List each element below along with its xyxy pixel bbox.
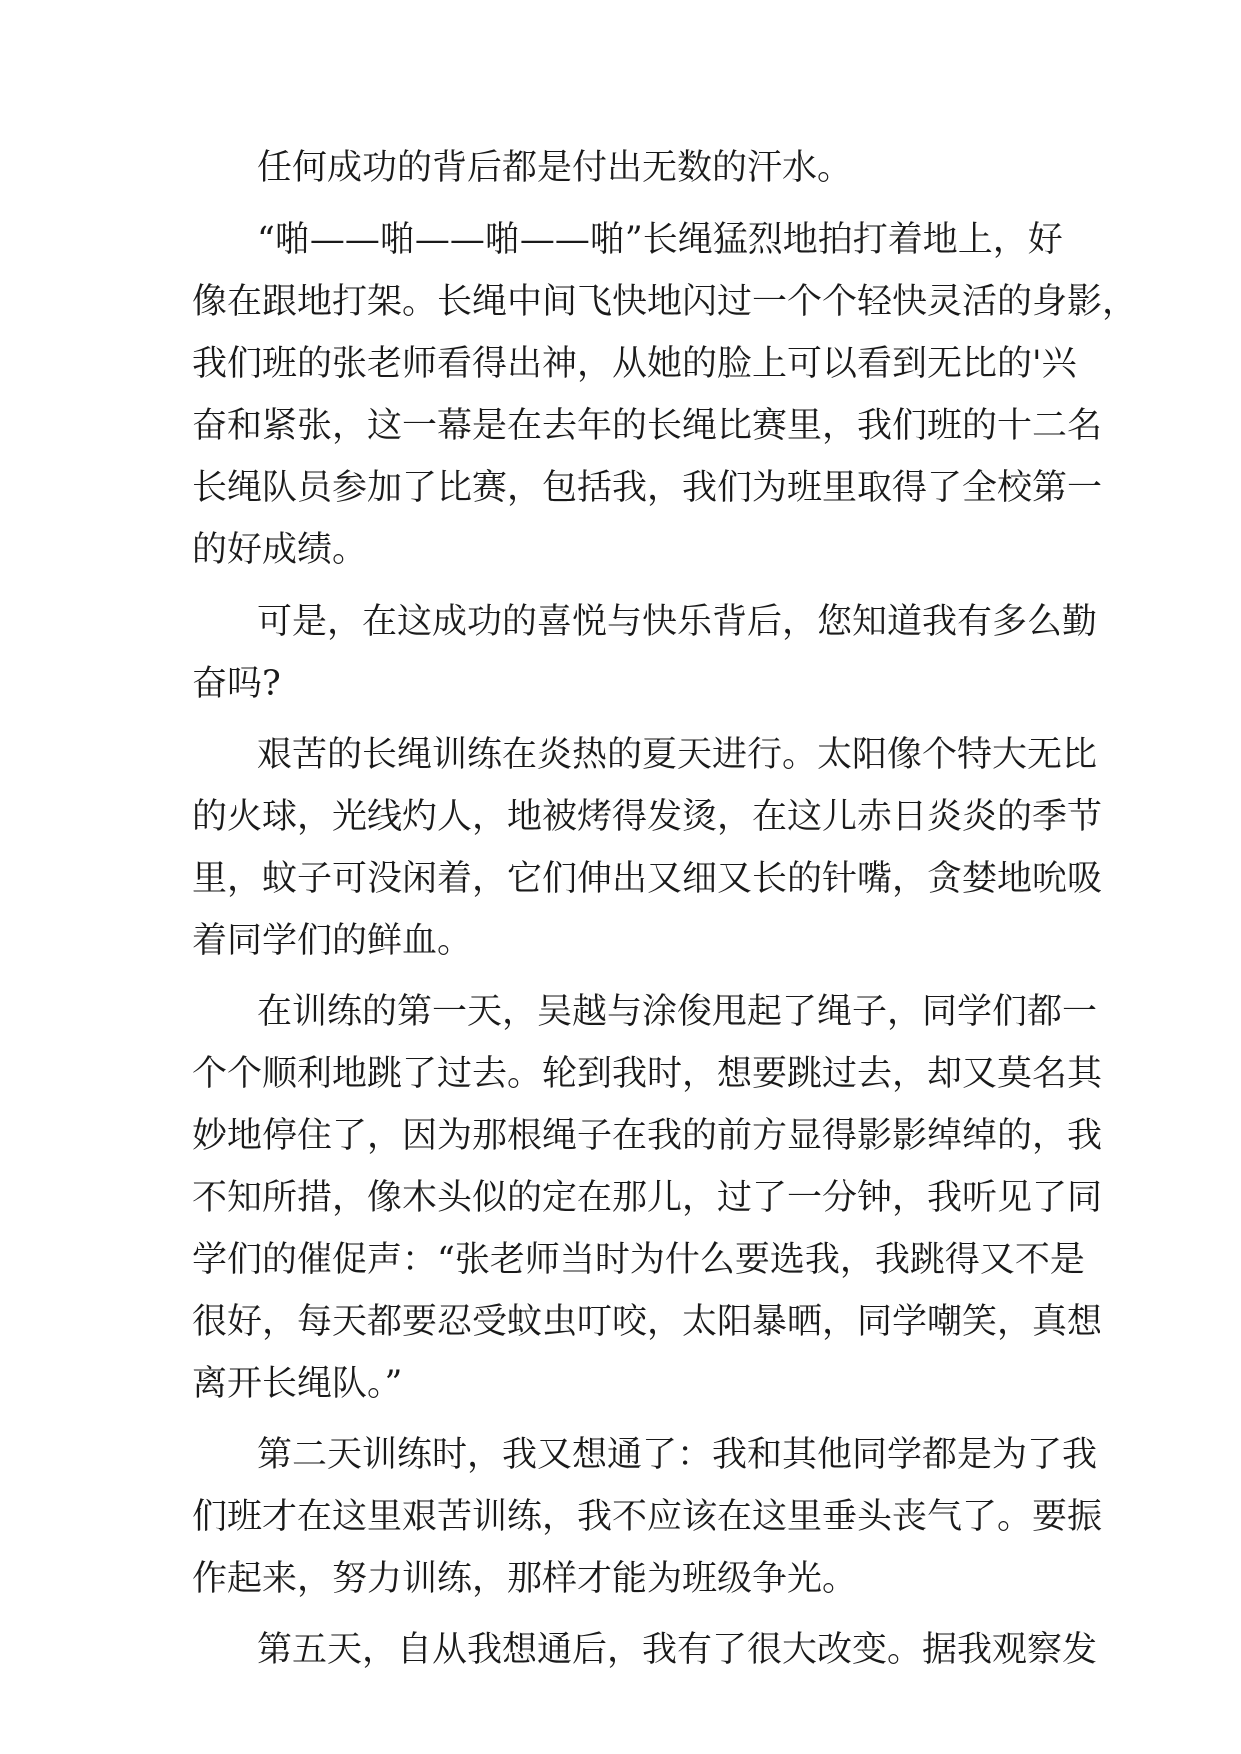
paragraph-3-line-1: 可是，在这成功的喜悦与快乐背后，您知道我有多么勤: [257, 602, 1098, 642]
paragraph-4-line-1: 艰苦的长绳训练在炎热的夏天进行。太阳像个特大无比: [257, 735, 1098, 775]
paragraph-1-line-1: 任何成功的背后都是付出无数的汗水。: [257, 148, 853, 188]
paragraph-4-line-3: 里，蚊子可没闲着，它们伸出又细又长的针嘴，贪婪地吮吸: [192, 859, 1103, 899]
paragraph-3-line-2: 奋吗?: [192, 664, 281, 704]
paragraph-5-line-4: 不知所措，像木头似的定在那儿，过了一分钟，我听见了同: [192, 1178, 1103, 1218]
paragraph-2-line-3: 我们班的张老师看得出神，从她的脸上可以看到无比的'兴: [192, 344, 1077, 384]
paragraph-5-line-5: 学们的催促声：“张老师当时为什么要选我，我跳得又不是: [192, 1240, 1085, 1280]
paragraph-4-line-4: 着同学们的鲜血。: [192, 921, 473, 961]
paragraph-6-line-3: 作起来，努力训练，那样才能为班级争光。: [192, 1559, 858, 1599]
paragraph-2-line-2: 像在跟地打架。长绳中间飞快地闪过一个个轻快灵活的身影，: [192, 282, 1138, 322]
paragraph-5-line-3: 妙地停住了，因为那根绳子在我的前方显得影影绰绰的，我: [192, 1116, 1103, 1156]
paragraph-2-line-6: 的好成绩。: [192, 530, 368, 570]
paragraph-6-line-2: 们班才在这里艰苦训练，我不应该在这里垂头丧气了。要振: [192, 1497, 1103, 1537]
paragraph-5-line-2: 个个顺利地跳了过去。轮到我时，想要跳过去，却又莫名其: [192, 1054, 1103, 1094]
paragraph-4-line-2: 的火球，光线灼人，地被烤得发烫，在这儿赤日炎炎的季节: [192, 797, 1103, 837]
paragraph-5-line-1: 在训练的第一天，吴越与涂俊甩起了绳子，同学们都一: [257, 992, 1098, 1032]
paragraph-2-line-4: 奋和紧张，这一幕是在去年的长绳比赛里，我们班的十二名: [192, 406, 1103, 446]
paragraph-7-line-1: 第五天，自从我想通后，我有了很大改变。据我观察发: [257, 1630, 1098, 1670]
paragraph-5-line-6: 很好，每天都要忍受蚊虫叮咬，太阳暴晒，同学嘲笑，真想: [192, 1302, 1103, 1342]
paragraph-2-line-5: 长绳队员参加了比赛，包括我，我们为班里取得了全校第一: [192, 468, 1103, 508]
paragraph-5-line-7: 离开长绳队。”: [192, 1364, 403, 1404]
paragraph-2-line-1: “啪——啪——啪——啪”长绳猛烈地拍打着地上，好: [257, 220, 1063, 260]
paragraph-6-line-1: 第二天训练时，我又想通了：我和其他同学都是为了我: [257, 1435, 1098, 1475]
